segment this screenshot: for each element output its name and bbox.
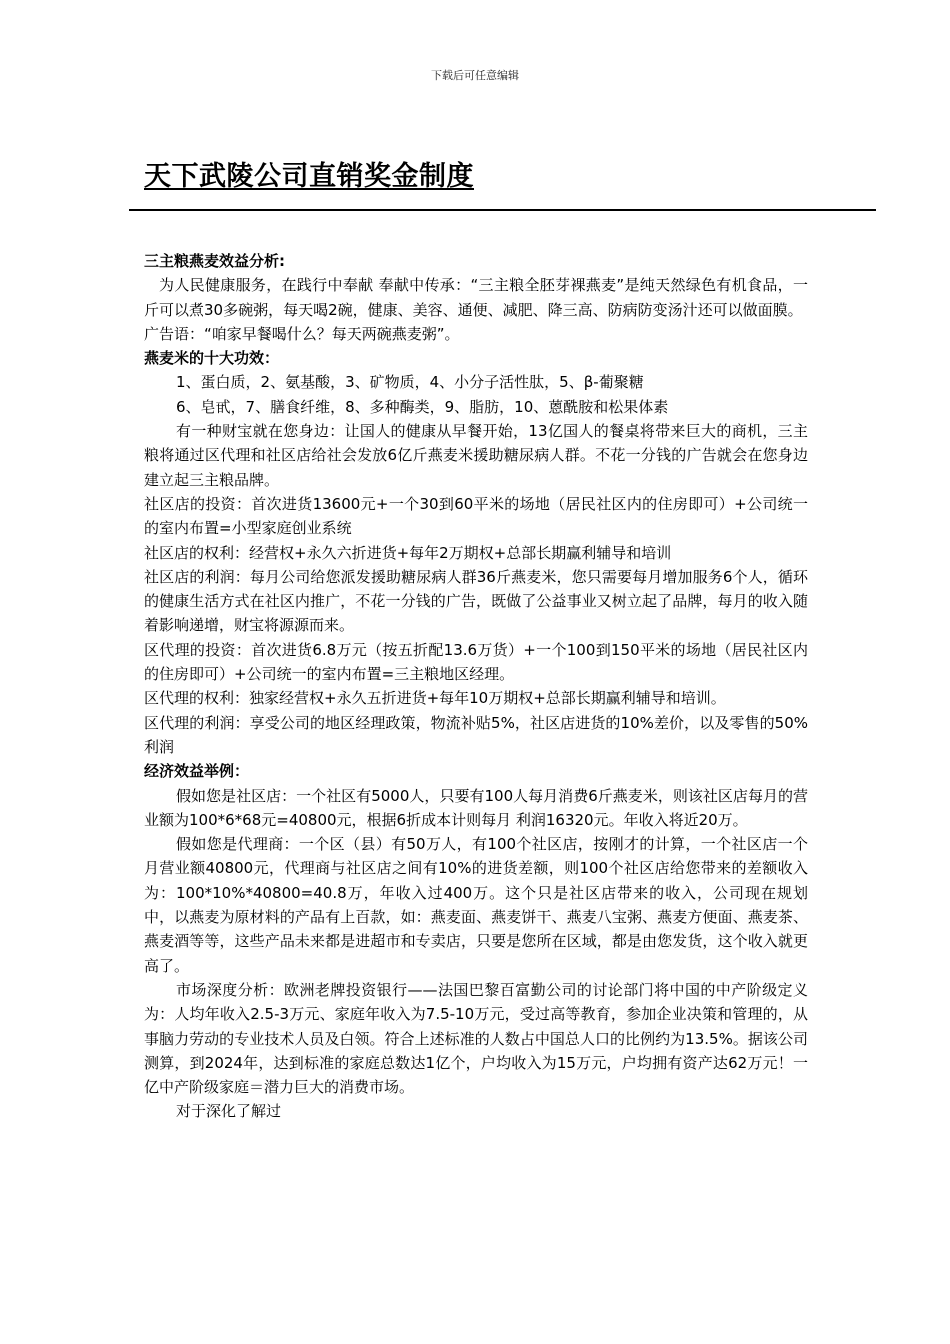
- effects-list-line-2: 6、皂甙，7、膳食纤维，8、多种酶类，9、脂肪，10、蒽酰胺和松果体素: [176, 397, 669, 416]
- example-agent-paragraph: 假如您是代理商：一个区（县）有50万人，有100个社区店，按刚才的计算，一个社区店一个月营业额40800元，代理商与社区店之间有10%的进货差额，则100个社区店给您带来的差额收入为：100*10%*40800=40.8万，年收入过400万。这个只是社区店带来的收入，公司现在规划中，以燕麦为原材料的产品有上百款，如：燕麦面、燕麦饼干、燕麦八宝粥、燕麦方便面、燕麦茶、燕麦酒等等，这些产品未来都是进超市和专卖店，只要是您所在区域，都是由您发货，这个收入就更高了。: [144, 835, 808, 975]
- wealth-paragraph: 有一种财宝就在您身边：让国人的健康从早餐开始，13亿国人的餐桌将带来巨大的商机，三主粮将通过区代理和社区店给社会发放6亿斤燕麦米援助糖尿病人群。不花一分钱的广告就会在您身边建立起三主粮品牌。: [144, 422, 808, 489]
- slogan-paragraph: 广告语：“咱家早餐喝什么？每天两碗燕麦粥”。: [144, 324, 460, 343]
- intro-paragraph: 为人民健康服务，在践行中奉献 奉献中传承：“三主粮全胚芽裸燕麦”是纯天然绿色有机食品，一斤可以煮30多碗粥，每天喝2碗，健康、美容、通便、减肥、降三高、防病防变汤汁还可以做面膜。: [144, 276, 808, 319]
- example-shop-paragraph: 假如您是社区店：一个社区有5000人，只要有100人每月消费6斤燕麦米，则该社区店每月的营业额为100*6*68元=40800元，根据6折成本计则每月 利润16320元。年收入将近20万。: [144, 786, 808, 829]
- shop-rights-paragraph: 社区店的权利：经营权+永久六折进货+每年2万期权+总部长期赢利辅导和培训: [144, 543, 672, 562]
- agent-profit-paragraph: 区代理的利润：享受公司的地区经理政策，物流补贴5%，社区店进货的10%差价，以及零售的50%利润: [144, 713, 808, 756]
- closing-paragraph: 对于深化了解过: [176, 1102, 282, 1121]
- analysis-heading: 三主粮燕麦效益分析:: [144, 252, 285, 270]
- example-heading: 经济效益举例：: [144, 762, 250, 781]
- document-body: [144, 249, 808, 1124]
- agent-rights-paragraph: 区代理的权利：独家经营权+永久五折进货+每年10万期权+总部长期赢利辅导和培训。: [144, 689, 726, 708]
- title-divider: [129, 209, 876, 211]
- document-title: 天下武陵公司直销奖金制度: [144, 161, 474, 192]
- effects-heading: 燕麦米的十大功效：: [144, 349, 280, 368]
- page-header: 下载后可任意编辑: [431, 69, 519, 82]
- agent-investment-paragraph: 区代理的投资：首次进货6.8万元（按五折配13.6万货）+一个100到150平米的场地（居民社区内的住房即可）+公司统一的室内布置=三主粮地区经理。: [144, 640, 808, 684]
- shop-investment-paragraph: 社区店的投资：首次进货13600元+一个30到60平米的场地（居民社区内的住房即可）+公司统一的室内布置=小型家庭创业系统: [144, 494, 808, 538]
- market-analysis-paragraph: 市场深度分析：欧洲老牌投资银行——法国巴黎百富勤公司的讨论部门将中国的中产阶级定义为：人均年收入2.5-3万元、家庭年收入为7.5-10万元，受过高等教育，参加企业决策和管理的，从事脑力劳动的专业技术人员及白领。符合上述标准的人数占中国总人口的比例约为13.5%。据该公司测算，到2024年，达到标准的家庭总数达1亿个，户均收入为15万元，户均拥有资产达62万元！一亿中产阶级家庭＝潜力巨大的消费市场。: [144, 980, 808, 1097]
- shop-profit-paragraph: 社区店的利润：每月公司给您派发援助糖尿病人群36斤燕麦米，您只需要每月增加服务6个人，循环的健康生活方式在社区内推广，不花一分钱的广告，既做了公益事业又树立起了品牌，每月的收入随着影响递增，财宝将源源而来。: [144, 567, 808, 635]
- effects-list-line-1: 1、蛋白质，2、氨基酸，3、矿物质，4、小分子活性肽，5、β-葡聚糖: [176, 373, 644, 392]
